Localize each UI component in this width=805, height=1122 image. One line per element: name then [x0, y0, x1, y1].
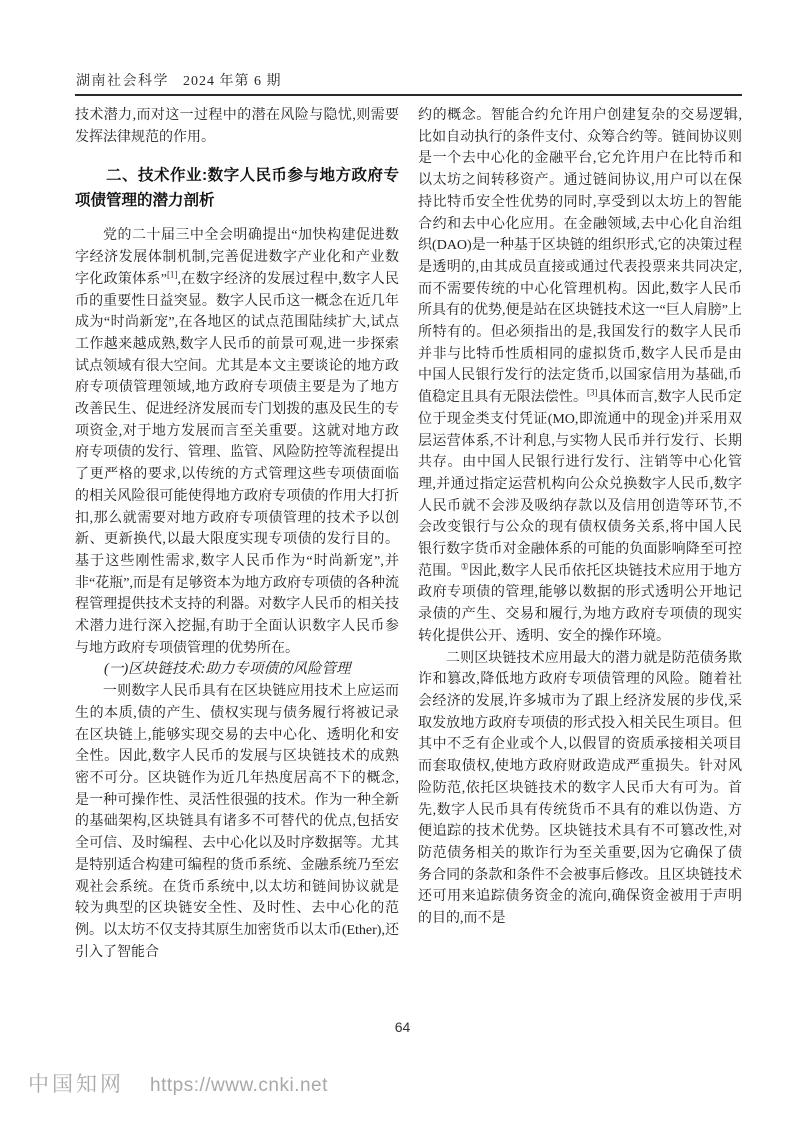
footnote-marker: ① — [460, 561, 469, 572]
text-run: ,在数字经济的发展过程中,数字人民币的重要性日益突显。数字人民币这一概念在近几年成为“时尚新宠”,在各地区的试点范围陆续扩大,试点工作越来越成熟,数字人民币的前景可观,进一步探索试点领域有很大空间。尤其是本文主要谈论的地方政府专项债管理领域,地方政府专项债主要是为了地方改善民生、促进经济发展而专门划拨的惠及民生的专项资金,对于地方发展而言至关重要。这就对地方政府专项债的发行、管理、监管、风险防控等流程提出了更严格的要求,以传统的方式管理这些专项债面临的相关风险很可能使得地方政府专项债的作用大打折扣,那么就需要对地方政府专项债管理的技术予以创新、更新换代,以最大限度实现专项债的发行目的。基于这些刚性需求,数字人民币作为“时尚新宠”,并非“花瓶”,而是有足够资本为地方政府专项债的各种流程管理提供技术支持的利器。对数字人民币的相关技术潜力进行深入挖掘,有助于全面认识数字人民币参与地方政府专项债管理的优势所在。 — [75, 271, 400, 656]
text-run: 技术潜力,而对这一过程中的潜在风险与隐忧,则需要发挥法律规范的作用。 — [75, 108, 399, 145]
footnote-marker: [3] — [587, 387, 598, 398]
page-number: 64 — [394, 1019, 411, 1035]
paragraph — [418, 648, 742, 930]
issue-label: 2024 年第 6 期 — [183, 74, 282, 89]
text-run: 因此,数字人民币依托区块链技术应用于地方政府专项债的管理,能够以数据的形式透明公开地记录债的产生、交易和履行,为地方政府专项债的现实转化提供公开、透明、安全的操作环境。 — [418, 563, 742, 644]
running-header — [76, 70, 282, 90]
paragraph — [75, 225, 399, 659]
subsection-heading — [75, 659, 399, 681]
paragraph-continuation — [418, 105, 742, 648]
text-run: (一)区块链技术:助力专项债的风险管理 — [104, 661, 351, 678]
paragraph — [75, 681, 399, 963]
text-run: 二、技术作业:数字人民币参与地方政府专项债管理的潜力剖析 — [75, 167, 399, 210]
text-run: 一则数字人民币具有在区块链应用技术上应运而生的本质,债的产生、债权实现与债务履行将被记录在区块链上,能够实现交易的去中心化、透明化和安全性。因此,数字人民币的发展与区块链技术的成熟密不可分。区块链作为近几年热度居高不下的概念,是一种可操作性、灵活性很强的技术。作为一种全新的基础架构,区块链具有诸多不可替代的优点,包括安全可信、及时编程、去中心化以及时序数据等。尤其是特别适合构建可编程的货币系统、金融系统乃至宏观社会系统。在货币系统中,以太坊和链间协议就是较为典型的区块链安全性、及时性、去中心化的范例。以太坊不仅支持其原生加密货币以太币(Ether),还引入了智能合 — [75, 684, 399, 960]
text-run: 党的二十届三中全会明确提出“加快构建促进数字经济发展体制机制,完善促进数字产业化和产业数字化政策体系” — [75, 228, 399, 287]
watermark-url: https://www.cnki.net — [150, 1075, 328, 1096]
text-run: 二则区块链技术应用最大的潜力就是防范债务欺诈和篡改,降低地方政府专项债管理的风险。随着社会经济的发展,许多城市为了跟上经济发展的步伐,采取发放地方政府专项债的形式投入相关民生项目。但其中不乏有企业或个人,以假冒的资质承接相关项目而套取债权,使地方政府财政造成严重损失。针对风险防范,依托区块链技术的数字人民币大有可为。首先,数字人民币具有传统货币不具有的难以伪造、方便追踪的技术优势。区块链技术具有不可篡改性,对防范债务相关的欺诈行为至关重要,因为它确保了债务合同的条款和条件不会被事后修改。且区块链技术还可用来追踪债务资金的流向,确保资金被用于声明的目的,而不是 — [418, 650, 742, 927]
watermark-site-name: 中国知网 — [28, 1073, 124, 1096]
text-columns — [75, 105, 742, 963]
section-heading — [75, 163, 399, 213]
paragraph-continuation — [75, 105, 399, 148]
text-run: 具体而言,数字人民币定位于现金类支付凭证(MO,即流通中的现金)并采用双层运营体系,不计利息,与实物人民币并行发行、长期共存。由中国人民银行进行发行、注销等中心化管理,并通过指定运营机构向公众兑换数字人民币,数字人民币就不会涉及吸纳存款以及信用创造等环节,不会改变银行与公众的现有债权债务关系,将中国人民银行数字货币对金融体系的可能的负面影响降至可控范围。 — [418, 390, 743, 579]
text-run: 约的概念。智能合约允许用户创建复杂的交易逻辑,比如自动执行的条件支付、众筹合约等。链间协议则是一个去中心化的金融平台,它允许用户在比特币和以太坊之间转移资产。通过链间协议,用户可以在保持比特币安全性优势的同时,享受到以太坊上的智能合约和去中心化应用。在金融领域,去中心化自治组织(DAO)是一种基于区块链的组织形式,它的决策过程是透明的,由其成员直接或通过代表投票来共同决定,而不需要传统的中心化管理机构。因此,数字人民币所具有的优势,便是站在区块链技术这一“巨人肩膀”上所特有的。但必须指出的是,我国发行的数字人民币并非与比特币性质相同的虚拟货币,数字人民币是由中国人民银行发行的法定货币,以国家信用为基础,币值稳定且具有无限法偿性。 — [418, 108, 742, 406]
header-rule — [75, 94, 742, 96]
left-column — [75, 105, 399, 963]
footnote-marker: [1] — [166, 269, 178, 280]
right-column — [418, 105, 742, 963]
journal-title: 湖南社会科学 — [76, 74, 169, 89]
cnki-watermark — [28, 1068, 328, 1098]
